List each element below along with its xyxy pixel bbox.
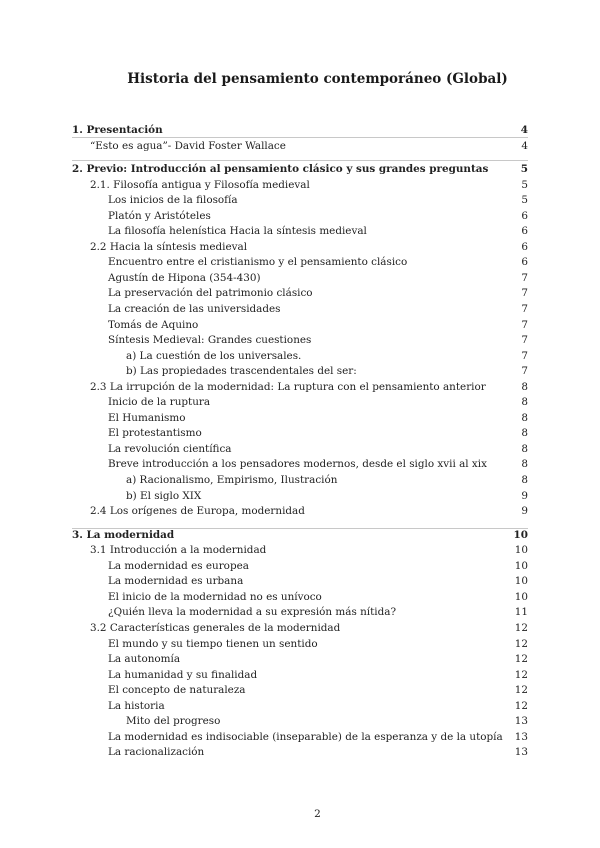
toc-entry[interactable] xyxy=(72,193,528,209)
toc-entry[interactable] xyxy=(72,473,528,489)
toc-entry[interactable] xyxy=(72,224,528,240)
toc-entry[interactable] xyxy=(72,209,528,225)
toc-entry-title: “Esto es agua”- David Foster Wallace xyxy=(90,139,286,152)
toc-entry-page: 10 xyxy=(514,575,528,588)
toc-entry-page: 8 xyxy=(521,380,528,393)
toc-entry-page: 7 xyxy=(521,318,528,331)
toc-entry-title: Inicio de la ruptura xyxy=(108,396,211,409)
toc-entry-page: 12 xyxy=(514,637,528,650)
toc-entry-title: Los inicios de la filosofía xyxy=(108,194,238,207)
toc-entry-title: La racionalización xyxy=(108,746,205,759)
toc-entry-title: 2.2 Hacia la síntesis medieval xyxy=(90,240,248,253)
toc-entry[interactable] xyxy=(72,139,528,155)
toc-entry-title: Breve introducción a los pensadores modernos, desde el siglo xvii al xix xyxy=(108,458,487,471)
toc-entry-title: El Humanismo xyxy=(108,411,186,424)
toc-entry-page: 7 xyxy=(521,365,528,378)
toc-entry[interactable] xyxy=(72,730,528,746)
toc-entry-title: a) Racionalismo, Empirismo, Ilustración xyxy=(126,474,338,487)
toc-entry[interactable] xyxy=(72,333,528,349)
toc-entry[interactable] xyxy=(72,489,528,505)
section-gap xyxy=(72,154,528,162)
table-of-contents xyxy=(72,123,528,761)
toc-entry[interactable] xyxy=(72,652,528,668)
toc-entry[interactable] xyxy=(72,178,528,194)
toc-entry[interactable] xyxy=(72,302,528,318)
toc-entry[interactable] xyxy=(72,380,528,396)
toc-entry-page: 11 xyxy=(514,606,528,619)
toc-entry-page: 7 xyxy=(521,271,528,284)
toc-entry[interactable] xyxy=(72,559,528,575)
toc-entry-title: 2.4 Los orígenes de Europa, modernidad xyxy=(90,505,305,518)
toc-entry[interactable] xyxy=(72,745,528,761)
toc-entry[interactable] xyxy=(72,668,528,684)
toc-entry-page: 7 xyxy=(521,303,528,316)
toc-entry[interactable] xyxy=(72,364,528,380)
toc-entry-title: El protestantismo xyxy=(108,427,202,440)
toc-entry[interactable] xyxy=(72,286,528,302)
toc-entry[interactable] xyxy=(72,621,528,637)
toc-entry[interactable] xyxy=(72,714,528,730)
toc-entry[interactable] xyxy=(72,349,528,365)
toc-entry-title: Agustín de Hipona (354-430) xyxy=(108,271,261,284)
toc-entry-title: 2. Previo: Introducción al pensamiento clásico y sus grandes preguntas xyxy=(72,163,489,176)
toc-entry[interactable] xyxy=(72,318,528,334)
toc-entry[interactable] xyxy=(72,411,528,427)
document-title: Historia del pensamiento contemporáneo (Global) xyxy=(127,71,508,87)
toc-entry-page: 9 xyxy=(521,505,528,518)
toc-entry-title: b) Las propiedades trascendentales del ser: xyxy=(126,365,357,378)
toc-entry-page: 6 xyxy=(521,225,528,238)
toc-entry[interactable] xyxy=(72,637,528,653)
toc-entry-page: 10 xyxy=(514,590,528,603)
toc-entry-page: 8 xyxy=(521,411,528,424)
toc-entry-page: 12 xyxy=(514,668,528,681)
toc-entry[interactable] xyxy=(72,574,528,590)
toc-entry[interactable] xyxy=(72,395,528,411)
toc-entry[interactable] xyxy=(72,271,528,287)
toc-entry-page: 8 xyxy=(521,427,528,440)
toc-entry-title: La preservación del patrimonio clásico xyxy=(108,287,313,300)
toc-entry-title: Mito del progreso xyxy=(126,715,221,728)
toc-entry[interactable] xyxy=(72,528,528,544)
toc-entry-page: 4 xyxy=(521,139,528,152)
toc-entry-title: El mundo y su tiempo tienen un sentido xyxy=(108,637,318,650)
toc-entry-page: 6 xyxy=(521,256,528,269)
toc-entry-page: 7 xyxy=(521,349,528,362)
toc-entry-page: 6 xyxy=(521,240,528,253)
toc-entry-title: Platón y Aristóteles xyxy=(108,209,211,222)
toc-entry-title: 1. Presentación xyxy=(72,124,163,136)
toc-entry[interactable] xyxy=(72,504,528,520)
toc-entry-page: 10 xyxy=(514,559,528,572)
toc-entry-page: 9 xyxy=(521,489,528,502)
toc-entry-page: 8 xyxy=(521,442,528,455)
toc-entry-page: 10 xyxy=(513,528,528,541)
toc-entry-title: a) La cuestión de los universales. xyxy=(126,349,302,362)
toc-entry-title: La historia xyxy=(108,699,165,712)
toc-entry-page: 8 xyxy=(521,458,528,471)
toc-entry[interactable] xyxy=(72,699,528,715)
toc-entry-page: 7 xyxy=(521,334,528,347)
toc-entry[interactable] xyxy=(72,605,528,621)
toc-entry-title: b) El siglo XIX xyxy=(126,489,202,502)
toc-entry-page: 4 xyxy=(520,124,528,136)
toc-entry-title: El concepto de naturaleza xyxy=(108,684,246,697)
toc-entry-page: 12 xyxy=(514,684,528,697)
page-number: 2 xyxy=(314,808,321,820)
toc-entry-page: 10 xyxy=(514,544,528,557)
toc-entry[interactable] xyxy=(72,240,528,256)
toc-entry-page: 5 xyxy=(521,194,528,207)
toc-entry-page: 5 xyxy=(520,163,528,176)
toc-entry[interactable] xyxy=(72,162,528,178)
toc-entry-title: 3. La modernidad xyxy=(72,528,175,541)
toc-entry[interactable] xyxy=(72,255,528,271)
toc-entry-page: 12 xyxy=(514,699,528,712)
toc-entry-title: 2.3 La irrupción de la modernidad: La ruptura con el pensamiento anterior xyxy=(90,380,486,393)
toc-entry-page: 13 xyxy=(514,730,528,743)
toc-entry-title: 3.1 Introducción a la modernidad xyxy=(90,544,267,557)
toc-entry[interactable] xyxy=(72,543,528,559)
toc-entry-title: El inicio de la modernidad no es unívoco xyxy=(108,590,322,603)
toc-entry-title: 3.2 Características generales de la modernidad xyxy=(90,621,341,634)
toc-entry-title: La filosofía helenística Hacia la síntesis medieval xyxy=(108,225,367,238)
toc-entry-page: 13 xyxy=(514,746,528,759)
toc-entry-title: La humanidad y su finalidad xyxy=(108,668,258,681)
toc-entry-page: 5 xyxy=(521,178,528,191)
toc-entry-page: 6 xyxy=(521,209,528,222)
toc-entry[interactable] xyxy=(72,442,528,458)
toc-entry-title: La modernidad es europea xyxy=(108,559,249,572)
toc-entry[interactable] xyxy=(72,590,528,606)
section-gap xyxy=(72,520,528,528)
toc-entry-page: 12 xyxy=(514,653,528,666)
toc-entry-title: Encuentro entre el cristianismo y el pensamiento clásico xyxy=(108,256,408,269)
toc-entry-title: La creación de las universidades xyxy=(108,303,281,316)
toc-entry-title: La revolución científica xyxy=(108,442,232,455)
toc-entry-title: ¿Quién lleva la modernidad a su expresión más nítida? xyxy=(108,606,397,619)
toc-entry[interactable] xyxy=(72,426,528,442)
toc-entry-title: Síntesis Medieval: Grandes cuestiones xyxy=(108,334,312,347)
toc-entry-title: La modernidad es urbana xyxy=(108,575,244,588)
toc-entry[interactable] xyxy=(72,457,528,473)
toc-entry-title: La modernidad es indisociable (inseparable) de la esperanza y de la utopía xyxy=(108,730,503,743)
toc-entry-title: Tomás de Aquino xyxy=(108,318,199,331)
toc-entry-page: 13 xyxy=(514,715,528,728)
toc-entry-title: 2.1. Filosofía antigua y Filosofía medieval xyxy=(90,178,310,191)
toc-entry-page: 8 xyxy=(521,396,528,409)
toc-entry[interactable] xyxy=(72,683,528,699)
toc-entry[interactable] xyxy=(72,123,528,139)
toc-entry-page: 12 xyxy=(514,621,528,634)
toc-entry-page: 7 xyxy=(521,287,528,300)
toc-entry-page: 8 xyxy=(521,474,528,487)
toc-entry-title: La autonomía xyxy=(108,653,181,666)
